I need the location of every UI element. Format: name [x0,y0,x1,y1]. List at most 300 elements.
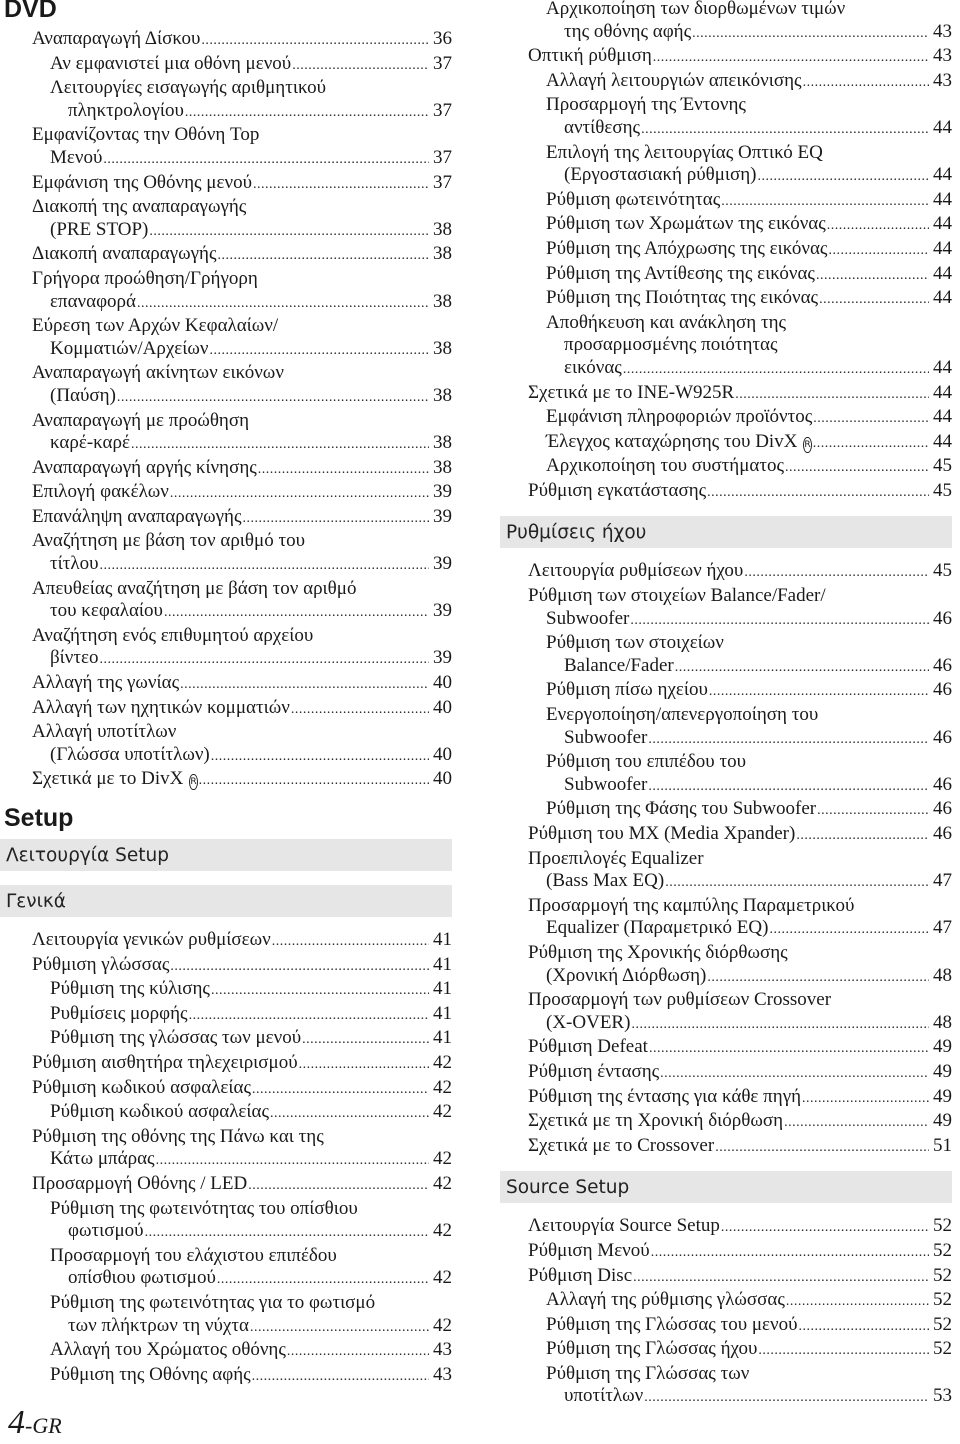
toc-entry-title: του κεφαλαίου [50,600,163,622]
subhead-general: Γενικά [0,885,452,917]
toc-page-number: 44 [933,116,952,138]
toc-entry [0,1052,452,1077]
toc-leader-dots [100,555,429,578]
toc-entry [0,1339,452,1364]
toc-entry-line-with-page [0,172,452,197]
toc-page-number: 46 [933,679,952,701]
toc-entry-line-with-page [0,1077,452,1102]
toc-page-number: 38 [433,384,452,406]
toc-entry-title: πληκτρολογίου [68,99,184,121]
toc-entry-title: Ρύθμιση Defeat [528,1036,648,1058]
toc-entry-title: Αναπαραγωγή με προώθηση [32,409,250,431]
toc-list-dvd [0,28,452,793]
toc-page-number: 45 [933,455,952,477]
toc-entry [500,632,952,679]
toc-entry [0,268,452,315]
toc-entry-title: Σχετικά με το INE-W925R [528,381,735,403]
toc-leader-dots [813,408,929,431]
toc-entry-line [500,94,952,117]
toc-entry [500,1289,952,1314]
toc-entry-line [500,142,952,165]
toc-entry-line-with-page [0,1339,452,1364]
toc-entry-title: Ρύθμιση της οθόνης της Πάνω και της [32,1125,324,1147]
toc-page-number: 44 [933,287,952,309]
toc-entry-line [0,1292,452,1315]
toc-leader-dots [817,800,929,823]
toc-page-number: 43 [433,1363,452,1385]
toc-entry-title: Subwoofer [564,726,648,748]
toc-entry [0,672,452,697]
toc-entry-title: των πλήκτρων τη νύχτα [68,1314,249,1336]
toc-entry-line [500,848,952,871]
toc-list-source [500,1215,952,1410]
toc-entry [500,1110,952,1135]
toc-entry [500,94,952,141]
toc-entry-title: (X-OVER) [546,1011,631,1033]
toc-leader-dots [291,699,429,722]
toc-entry-title: Λειτουργία Source Setup [528,1215,720,1237]
toc-leader-dots [211,746,429,769]
toc-entry-line [500,334,952,357]
toc-page-number: 41 [433,929,452,950]
toc-page-number: 37 [433,52,452,74]
toc-entry-line-with-page [0,481,452,506]
toc-list-sound [500,560,952,1159]
toc-entry-line [500,751,952,774]
toc-entry-line-with-page [0,243,452,268]
toc-entry-title: Ρύθμιση της Γλώσσας του μενού [546,1313,798,1335]
toc-page-number: 38 [433,290,452,312]
toc-entry-title: Ρύθμιση της Γλώσσας των [546,1362,750,1384]
toc-entry-line [500,895,952,918]
toc-entry-line-with-page [0,28,452,53]
toc-entry [0,1173,452,1198]
toc-entry-title: Ρύθμιση της Γλώσσας ήχου [546,1338,758,1360]
toc-entry-title: (Γλώσσα υποτίτλων) [50,743,210,765]
toc-entry-line [0,530,452,553]
toc-entry [0,625,452,672]
toc-entry-line-with-page [500,655,952,680]
toc-entry [0,954,452,979]
toc-entry-line-with-page [0,553,452,578]
toc-entry [500,70,952,95]
toc-page-number: 46 [933,607,952,629]
toc-leader-dots [185,102,429,125]
toc-leader-dots [819,289,929,312]
toc-entry-title: Ρύθμιση των στοιχείων Balance/Fader/ [528,585,826,607]
toc-entry-title: Διακοπή αναπαραγωγής [32,243,217,265]
toc-entry-line-with-page [500,164,952,189]
toc-leader-dots [721,191,929,214]
toc-entry-title: Εμφάνιση πληροφοριών προϊόντος [546,406,813,428]
toc-entry-title: Γρήγορα προώθηση/Γρήγορη [32,267,258,289]
toc-leader-dots [292,55,429,78]
toc-entry-title: φωτισμού [68,1220,144,1242]
toc-leader-dots [180,674,429,697]
toc-entry [0,978,452,1003]
subhead-source-setup: Source Setup [500,1171,952,1203]
toc-entry-line [500,1363,952,1386]
toc-entry-line [0,268,452,291]
toc-entry-title: Ρύθμιση έντασης [528,1060,660,1082]
toc-entry-title: Σχετικά με τη Χρονική διόρθωση [528,1110,784,1132]
toc-page-number: 39 [433,647,452,669]
toc-leader-dots [785,457,929,480]
toc-page-number: 48 [933,1011,952,1033]
toc-entry-line-with-page [500,263,952,288]
toc-entry-title: Αναπαραγωγή ακίνητων εικόνων [32,362,284,384]
toc-entry [500,989,952,1036]
toc-entry-title: Ρύθμιση της έντασης για κάθε πηγή [528,1085,802,1107]
toc-page-number: 37 [433,99,452,121]
toc-entry [500,1240,952,1265]
toc-entry [0,196,452,243]
toc-entry-line-with-page [0,1267,452,1292]
toc-entry-line-with-page [500,1385,952,1410]
toc-entry [500,406,952,431]
toc-leader-dots [630,610,929,633]
toc-leader-dots [796,825,929,848]
toc-entry-title: (PRE STOP) [50,218,149,240]
toc-page-number: 46 [933,773,952,795]
toc-entry-title: Επιλογή φακέλων [32,481,169,503]
toc-leader-dots [252,1366,429,1389]
toc-entry [500,312,952,382]
toc-page-number: 40 [433,696,452,718]
toc-entry-title: επαναφορά [50,290,136,312]
toc-page-number: 36 [433,28,452,49]
toc-leader-dots [758,166,929,189]
toc-entry-title: Οπτική ρύθμιση [528,45,652,67]
toc-entry [500,142,952,189]
toc-leader-dots [802,1088,929,1111]
toc-leader-dots [201,30,429,53]
toc-page-number: 42 [433,1051,452,1073]
toc-entry [0,315,452,362]
toc-entry-title: Μενού [50,146,103,168]
toc-entry-title: Ρύθμιση της Φάσης του Subwoofer [546,798,817,820]
toc-entry-title: Εμφανίζοντας την Οθόνη Top [32,124,260,146]
toc-page-number: 42 [433,1101,452,1123]
registered-mark-icon: R [803,437,811,453]
toc-entry-line-with-page [0,1148,452,1173]
toc-entry-line-with-page [500,213,952,238]
toc-entry-title: Αναζήτηση με βάση τον αριθμό του [32,530,305,552]
toc-leader-dots [103,149,429,172]
toc-entry-title: Αλλαγή της ρύθμισης γλώσσας [546,1289,785,1311]
toc-page-number: 46 [933,823,952,844]
toc-leader-dots [675,657,929,680]
toc-page-number: 49 [933,1085,952,1107]
toc-entry [0,28,452,53]
toc-entry-title: αντίθεσης [564,116,641,138]
toc-entry [0,457,452,482]
toc-leader-dots [803,72,929,95]
toc-leader-dots [258,459,429,482]
toc-entry-line [0,196,452,219]
toc-entry-line [0,578,452,601]
toc-entry-line-with-page [0,291,452,316]
toc-page-number: 37 [433,171,452,193]
toc-entry-title: Λειτουργία γενικών ρυθμίσεων [32,929,271,950]
toc-entry-line-with-page [500,917,952,942]
toc-entry [0,1292,452,1339]
toc-page-number: 44 [933,237,952,259]
toc-leader-dots [156,1150,429,1173]
toc-entry-title: Αποθήκευση και ανάκληση της [546,311,787,333]
toc-entry-title: Ενεργοποίηση/απενεργοποίηση του [546,704,819,726]
toc-page-number: 42 [433,1220,452,1242]
toc-entry-title: υποτίτλων [564,1385,644,1407]
toc-entry [500,238,952,263]
toc-entry-title: Subwoofer [564,773,648,795]
toc-leader-dots [641,119,929,142]
toc-entry-title: Εύρεση των Αρχών Κεφαλαίων/ [32,315,279,337]
toc-page-number: 45 [933,479,952,501]
toc-page-number: 44 [933,164,952,186]
toc-entry [500,560,952,585]
toc-entry-line [500,942,952,965]
toc-entry [500,1363,952,1410]
toc-entry-line [0,362,452,385]
toc-leader-dots [272,931,429,954]
toc-entry-line-with-page [500,238,952,263]
toc-leader-dots [217,245,429,268]
toc-entry-line-with-page [500,1265,952,1290]
toc-page-number: 41 [433,1002,452,1024]
toc-entry [500,189,952,214]
toc-leader-dots [149,221,429,244]
toc-entry-line-with-page [500,1086,952,1111]
left-column [0,0,452,1441]
toc-leader-dots [799,1316,929,1339]
toc-entry [0,1003,452,1028]
toc-leader-dots [769,919,929,942]
toc-entry-title: Ρύθμιση της Οθόνης αφής [50,1363,251,1385]
toc-entry-title: Κομματιών/Αρχείων [50,337,209,359]
toc-entry-line-with-page [500,357,952,382]
toc-leader-dots [117,387,429,410]
toc-leader-dots [644,1387,929,1410]
toc-leader-dots [651,1242,929,1265]
toc-page-number: 38 [433,432,452,454]
toc-entry [0,1198,452,1245]
toc-entry-title: Προσαρμογή των ρυθμίσεων Crossover [528,989,832,1011]
toc-entry [500,1036,952,1061]
toc-page-number: 53 [933,1385,952,1407]
toc-entry-title: βίντεο [50,647,99,669]
toc-leader-dots [145,1222,429,1245]
toc-entry [500,848,952,895]
toc-entry [0,362,452,409]
toc-entry-title: (Εργοστασιακή ρύθμιση) [564,164,757,186]
toc-entry-line [0,77,452,100]
toc-entry-title: Ρύθμιση της Αντίθεσης της εικόνας [546,262,815,284]
toc-entry-line-with-page [500,1135,952,1160]
toc-entry-title: (Bass Max EQ) [546,870,665,892]
toc-entry [500,823,952,848]
toc-entry-line-with-page [0,219,452,244]
toc-entry [0,929,452,954]
toc-page-number: 46 [933,726,952,748]
toc-leader-dots [707,967,929,990]
toc-entry-line [500,312,952,335]
toc-leader-dots [665,872,929,895]
toc-page-number: 38 [433,337,452,359]
toc-entry-line-with-page [0,53,452,78]
toc-leader-dots [649,1038,929,1061]
toc-entry-line-with-page [500,382,952,407]
toc-entry-title: Επιλογή της λειτουργίας Οπτικό EQ [546,141,823,163]
toc-entry [500,1061,952,1086]
toc-entry-line-with-page [500,727,952,752]
toc-entry-line-with-page [0,954,452,979]
toc-page-number: 39 [433,600,452,622]
toc-page-number: 41 [433,953,452,975]
toc-entry-line-with-page [500,1240,952,1265]
toc-page-number: 48 [933,964,952,986]
toc-entry-line-with-page [0,744,452,769]
toc-leader-dots [270,1103,429,1126]
toc-entry-title: Ρύθμιση της Χρονικής διόρθωσης [528,941,788,963]
toc-entry-title: Ρύθμιση Μενού [528,1239,650,1261]
toc-entry-title: Ρύθμιση του επιπέδου του [546,751,747,773]
toc-entry-title: Αρχικοποίηση των διορθωμένων τιμών [546,0,846,19]
toc-leader-dots [137,293,429,316]
toc-entry-title: Λειτουργία ρυθμίσεων ήχου [528,560,744,582]
toc-leader-dots [252,1079,429,1102]
toc-entry-line-with-page [500,965,952,990]
toc-entry-line-with-page [0,1173,452,1198]
toc-entry-title: Ρύθμιση πίσω ηχείου [546,679,708,701]
toc-leader-dots [633,1267,929,1290]
toc-page-number: 41 [433,978,452,1000]
toc-entry-title: Αναζήτηση ενός επιθυμητού αρχείου [32,624,314,646]
toc-entry-title: Έλεγχος καταχώρησης του DivX [546,430,798,452]
toc-page-number: 44 [933,381,952,403]
toc-leader-dots [631,1014,929,1037]
toc-entry-line-with-page [0,1003,452,1028]
toc-entry [0,481,452,506]
toc-page-number: 37 [433,146,452,168]
toc-page-number: 38 [433,243,452,265]
toc-entry-line-with-page [500,1036,952,1061]
toc-entry [0,124,452,171]
toc-entry-line-with-page [500,431,952,456]
toc-entry-line-with-page [0,147,452,172]
toc-page-number: 52 [933,1313,952,1335]
toc-leader-dots [217,1269,429,1292]
toc-entry-line-with-page [500,823,952,848]
toc-entry-line-with-page [500,870,952,895]
toc-entry-title: Ρύθμιση των στοιχείων [546,632,724,654]
toc-entry [500,431,952,456]
toc-entry-line-with-page [0,432,452,457]
toc-entry-title: Αλλαγή των ηχητικών κομματιών [32,696,290,718]
toc-entry-line [500,704,952,727]
toc-page-number: 44 [933,356,952,378]
toc-entry [0,172,452,197]
toc-page-number: 47 [933,917,952,939]
toc-entry [500,480,952,505]
toc-leader-dots [253,174,429,197]
toc-entry-title: Προσαρμογή της Έντονης [546,94,746,116]
toc-page-number: 39 [433,481,452,503]
toc-entry-title: Αλλαγή του Χρώματος οθόνης [50,1339,286,1361]
toc-leader-dots [786,1291,929,1314]
toc-leader-dots [721,1217,929,1240]
toc-entry-title: Απευθείας αναζήτηση με βάση τον αριθμό [32,577,357,599]
toc-entry [0,53,452,78]
toc-entry-title: Προσαρμογή του ελάχιστου επιπέδου [50,1244,337,1266]
toc-page-number: 43 [933,45,952,67]
right-column [500,0,952,1410]
toc-page-number: 42 [433,1267,452,1289]
toc-entry-line-with-page [500,1289,952,1314]
toc-entry-title: Ρύθμιση των Χρωμάτων της εικόνας [546,213,826,235]
toc-entry-title: Αναπαραγωγή αργής κίνησης [32,456,257,478]
toc-entry-line-with-page [500,1061,952,1086]
toc-entry-line [0,410,452,433]
toc-entry-line-with-page [500,798,952,823]
toc-leader-dots [99,649,429,672]
toc-entry-title: Ρύθμιση γλώσσας [32,953,170,975]
toc-leader-dots [813,433,929,456]
toc-entry-title: Προεπιλογές Equalizer [528,847,704,869]
toc-page-number: 52 [933,1239,952,1261]
toc-entry-title: Ρύθμιση κωδικού ασφαλείας [32,1076,251,1098]
toc-entry [500,1135,952,1160]
toc-entry-line-with-page [0,929,452,954]
toc-entry [500,0,952,45]
toc-entry [0,1027,452,1052]
toc-entry [500,1338,952,1363]
toc-entry-title: Προσαρμογή Οθόνης / LED [32,1172,248,1194]
toc-entry-title: Ρυθμίσεις μορφής [50,1002,188,1024]
toc-entry-line-with-page [500,608,952,633]
toc-leader-dots [744,562,929,585]
toc-leader-dots [758,1340,929,1363]
toc-leader-dots [302,1029,429,1052]
toc-entry-line-with-page [500,560,952,585]
subhead-sound-settings: Ρυθμίσεις ήχου [500,516,952,548]
page-number: 4-GR [8,1404,62,1441]
toc-entry-line-with-page [500,21,952,46]
toc-leader-dots [299,1054,429,1077]
toc-entry [500,704,952,751]
toc-leader-dots [210,340,430,363]
toc-entry-title: Προσαρμογή της καμπύλης Παραμετρικού [528,894,855,916]
toc-leader-dots [784,1112,929,1135]
toc-entry-line [500,632,952,655]
toc-entry-line-with-page [0,768,452,793]
toc-entry-title: Αλλαγή υποτίτλων [32,721,177,743]
toc-entry-line-with-page [500,117,952,142]
toc-entry-title: Κάτω μπάρας [50,1148,155,1170]
toc-entry [0,697,452,722]
subhead-setup-operation: Λειτουργία Setup [0,839,452,871]
toc-entry [500,895,952,942]
toc-entry-line-with-page [0,1027,452,1052]
toc-entry [0,768,452,793]
toc-entry [500,213,952,238]
toc-list-general [0,929,452,1388]
toc-page-number: 46 [933,654,952,676]
toc-entry [0,530,452,577]
toc-entry-line-with-page [500,1012,952,1037]
toc-entry [500,287,952,312]
toc-page-number: 49 [933,1110,952,1132]
